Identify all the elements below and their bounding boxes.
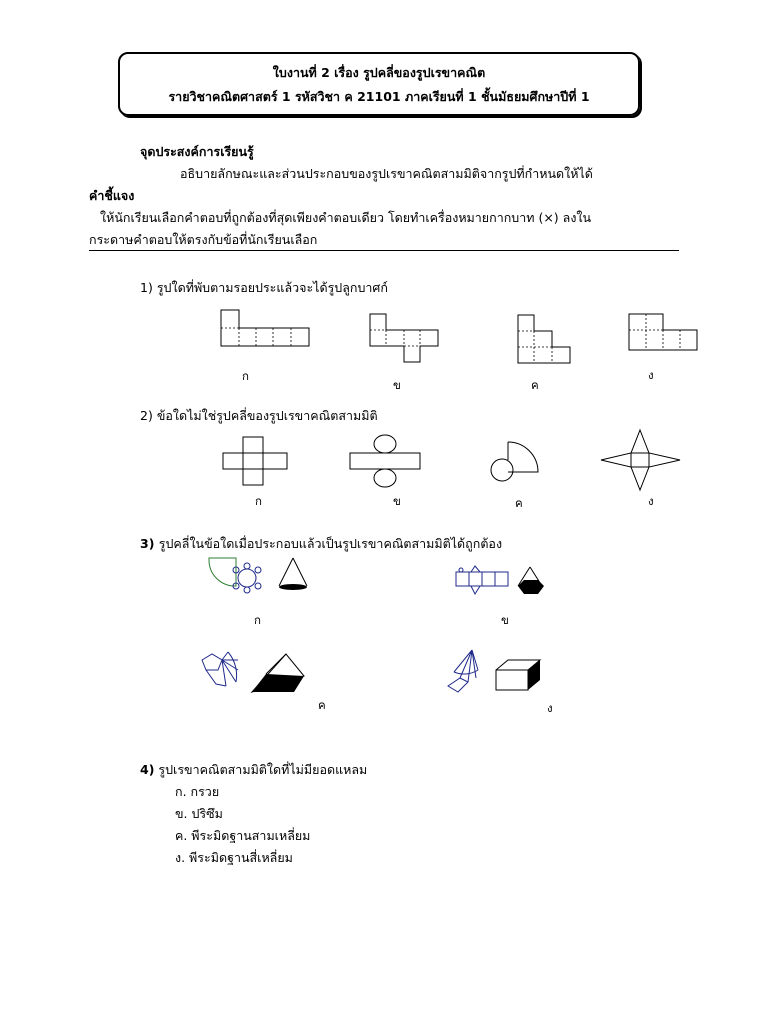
- q1-cube-net-a: [219, 308, 314, 348]
- objective-heading: จุดประสงค์การเรียนรู้: [140, 144, 254, 159]
- worksheet-header-box: [118, 52, 640, 116]
- q2-cylinder-net-b: [348, 434, 424, 490]
- question-2-number: 2): [140, 408, 153, 423]
- section-divider: [89, 250, 679, 251]
- question-4-text: รูปเรขาคณิตสามมิติใดที่ไม่มียอดแหลม: [158, 762, 368, 777]
- question-4: [140, 760, 367, 780]
- q3-choice-d-label: ง: [547, 701, 553, 715]
- instructions-heading: คำชี้แจง: [89, 188, 135, 203]
- question-2: [140, 406, 378, 426]
- question-3-number: 3): [140, 536, 155, 551]
- q4-choice-c: ค. พีระมิดฐานสามเหลี่ยม: [175, 828, 311, 843]
- q2-choice-b-label: ข: [393, 494, 401, 508]
- question-3-text: รูปคลี่ในข้อใดเมื่อประกอบแล้วเป็นรูปเรขาคณิตสามมิติได้ถูกต้อง: [158, 536, 503, 551]
- q3-net-and-prism-b: [454, 564, 554, 600]
- q4-choice-b: ข. ปริซึม: [175, 806, 223, 821]
- q3-net-and-cone-a: [206, 556, 318, 596]
- question-4-number: 4): [140, 762, 155, 777]
- q2-cross-net-a: [222, 436, 292, 488]
- q2-star-net-d: [600, 428, 682, 492]
- objective-text: อธิบายลักษณะและส่วนประกอบของรูปเรขาคณิตสามมิติจากรูปที่กำหนดให้ได้: [180, 166, 593, 181]
- q2-choice-c-label: ค: [515, 496, 523, 510]
- worksheet-title: ใบงานที่ 2 เรื่อง รูปคลี่ของรูปเรขาคณิต: [272, 65, 486, 80]
- q1-choice-c-label: ค: [531, 378, 539, 392]
- q3-net-and-box-d: [446, 648, 546, 696]
- q1-cube-net-b: [368, 312, 448, 364]
- question-1: [140, 278, 388, 298]
- q1-cube-net-c: [516, 313, 576, 365]
- instructions-line-2: กระดาษคำตอบให้ตรงกับข้อที่นักเรียนเลือก: [89, 232, 318, 247]
- question-1-text: รูปใดที่พับตามรอยประแล้วจะได้รูปลูกบาศก์: [156, 280, 388, 295]
- q1-choice-a-label: ก: [242, 369, 249, 383]
- question-2-text: ข้อใดไม่ใช่รูปคลี่ของรูปเรขาคณิตสามมิติ: [156, 408, 378, 423]
- q3-choice-b-label: ข: [501, 613, 509, 627]
- q1-choice-d-label: ง: [648, 368, 654, 382]
- q2-choice-d-label: ง: [648, 494, 654, 508]
- worksheet-subtitle: รายวิชาคณิตศาสตร์ 1 รหัสวิชา ค 21101 ภาคเรียนที่ 1 ชั้นมัธยมศึกษาปีที่ 1: [168, 89, 590, 104]
- q3-choice-c-label: ค: [318, 698, 326, 712]
- q1-cube-net-d: [627, 312, 702, 354]
- question-3: [140, 534, 502, 554]
- q2-choice-a-label: ก: [255, 494, 262, 508]
- q4-choice-a: ก. กรวย: [175, 784, 220, 799]
- q1-choice-b-label: ข: [393, 378, 401, 392]
- q3-net-and-pyramid-c: [196, 648, 308, 696]
- q2-cone-net-c: [488, 440, 544, 484]
- q4-choice-d: ง. พีระมิดฐานสี่เหลี่ยม: [175, 850, 293, 865]
- q3-choice-a-label: ก: [254, 613, 261, 627]
- instructions-line-1: ให้นักเรียนเลือกคำตอบที่ถูกต้องที่สุดเพียงคำตอบเดียว โดยทำเครื่องหมายกากบาท (×) ลงใน: [100, 210, 592, 225]
- question-1-number: 1): [140, 280, 153, 295]
